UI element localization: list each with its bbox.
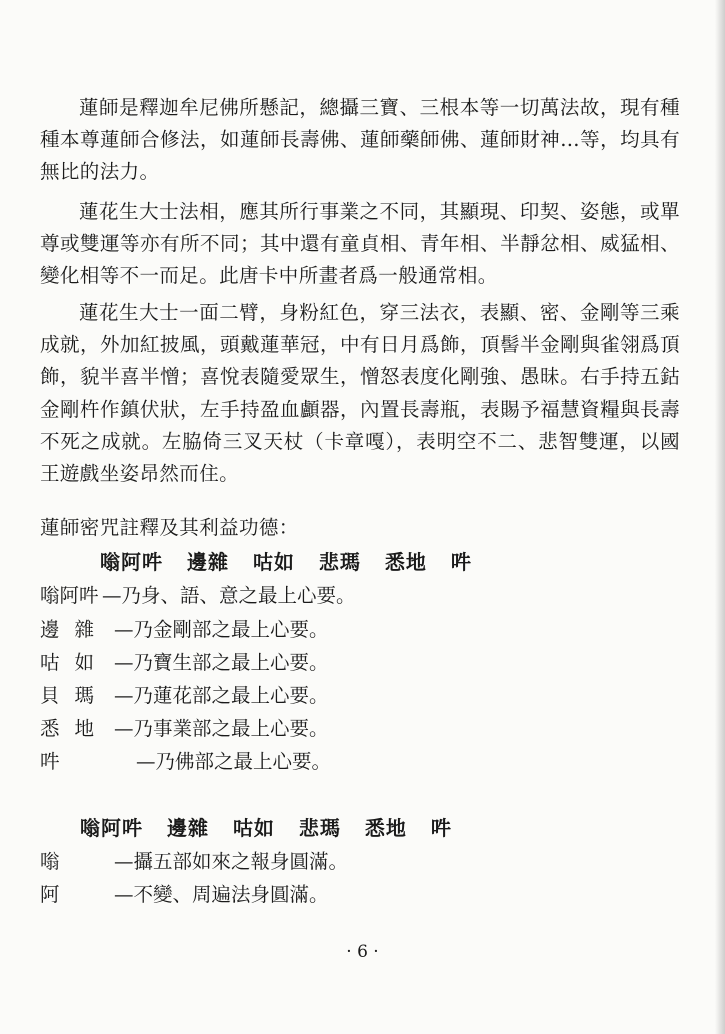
mantra-syllable: 吽: [450, 550, 472, 574]
explanation-row: [40, 879, 329, 907]
page-number: · 6 ·: [346, 942, 379, 962]
mantra-line-1: [100, 546, 488, 575]
explanation-text: —不變、周遍法身圓滿。: [114, 883, 329, 906]
mantra-syllable: 吽: [430, 816, 452, 840]
explanation-text: —乃寶生部之最上心要。: [114, 651, 329, 674]
explanation-row: [40, 614, 329, 642]
mantra-syllable: 悲瑪: [298, 816, 341, 840]
explanation-key: 咕如: [40, 651, 110, 674]
explanation-text: —乃事業部之最上心要。: [114, 717, 329, 740]
explanation-text: —乃蓮花部之最上心要。: [114, 684, 329, 707]
explanation-row: [40, 680, 329, 708]
explanation-key: 阿: [40, 883, 60, 906]
explanation-row: [40, 580, 356, 608]
explanation-key: 嗡: [40, 850, 60, 873]
explanation-key: 悉地: [40, 717, 110, 740]
paragraph-1: 蓮師是釋迦牟尼佛所懸記，總攝三寶、三根本等一切萬法故，現有種種本尊蓮師合修法，如蓮師長壽佛、蓮師藥師佛、蓮師財神…等，均具有無比的法力。: [40, 96, 680, 184]
explanation-key: 吽: [40, 750, 60, 773]
explanation-key: 邊雜: [40, 618, 110, 641]
mantra-syllable: 悉地: [364, 816, 407, 840]
explanation-row: [40, 846, 348, 874]
mantra-syllable: 悉地: [384, 550, 427, 574]
explanation-key: 嗡阿吽: [40, 584, 99, 607]
mantra-syllable: 悲瑪: [318, 550, 361, 574]
mantra-line-2: [80, 812, 468, 841]
mantra-syllable: 嗡阿吽: [80, 816, 143, 840]
mantra-syllable: 咕如: [232, 816, 275, 840]
explanation-text: —攝五部如來之報身圓滿。: [114, 850, 349, 873]
explanation-row: [40, 746, 331, 774]
page-edge-shadow: [715, 0, 725, 1034]
section-heading: 蓮師密咒註釋及其利益功德：: [40, 516, 299, 539]
explanation-text: —乃佛部之最上心要。: [136, 750, 332, 773]
mantra-syllable: 嗡阿吽: [100, 550, 163, 574]
explanation-text: —乃身、語、意之最上心要。: [102, 584, 356, 607]
explanation-row: [40, 713, 329, 741]
paragraph-3: 蓮花生大士一面二臂，身粉紅色，穿三法衣，表顯、密、金剛等三乘成就，外加紅披風，頭戴蓮華冠，中有日月爲飾，頂髻半金剛與雀翎爲頂飾，貌半喜半憎；喜悅表隨愛眾生，憎怒表度化剛強、愚昧。右手持五鈷金剛杵作鎮伏狀，左手持盈血顱器，內置長壽瓶，表賜予福慧資糧與長壽不死之成就。左脇倚三叉天杖（卡章嘎），表明空不二、悲智雙運，以國王遊戲坐姿昂然而住。: [40, 301, 680, 486]
explanation-row: [40, 647, 329, 675]
mantra-syllable: 邊雜: [186, 550, 229, 574]
mantra-syllable: 咕如: [252, 550, 295, 574]
mantra-syllable: 邊雜: [166, 816, 209, 840]
explanation-key: 貝瑪: [40, 684, 110, 707]
explanation-text: —乃金剛部之最上心要。: [114, 618, 329, 641]
paragraph-2: 蓮花生大士法相，應其所行事業之不同，其顯現、印契、姿態，或單尊或雙運等亦有所不同；其中還有童貞相、青年相、半靜忿相、威猛相、變化相等不一而足。此唐卡中所畫者爲一般通常相。: [40, 200, 680, 288]
